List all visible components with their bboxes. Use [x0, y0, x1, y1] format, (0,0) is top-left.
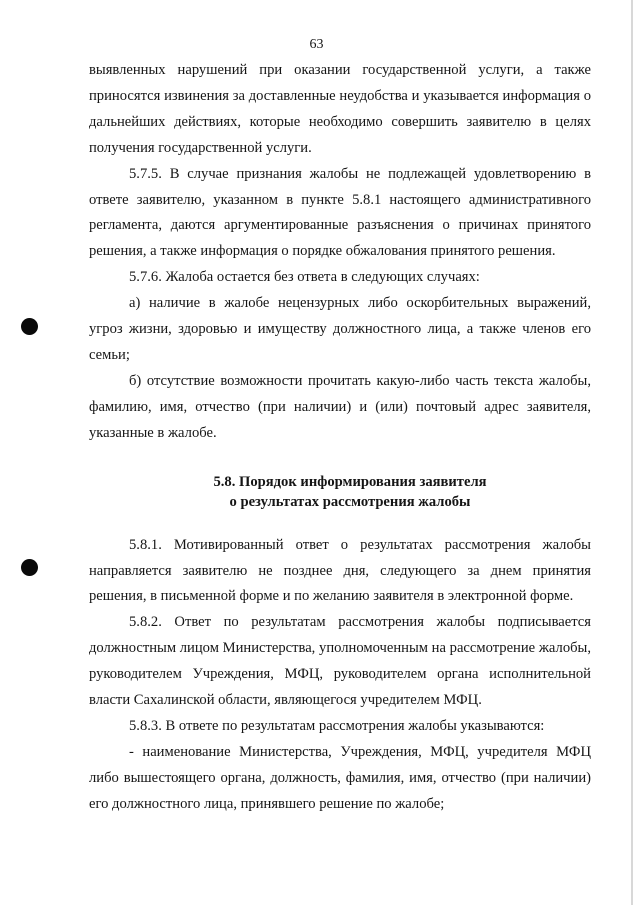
- punch-hole-mark: [21, 318, 38, 335]
- section-heading: [89, 472, 591, 512]
- document-body: [89, 58, 591, 818]
- page-number: 63: [309, 37, 324, 52]
- section-heading-line: о результатах рассмотрения жалобы: [229, 493, 471, 510]
- paragraph: 5.8.1. Мотивированный ответ о результатах рассмотрения жалобы направляется заявителю не позднее дня, следующего за днем принятия решения, в письменной форме и по желанию заявителя в электронной форме.: [89, 536, 591, 605]
- paragraph: выявленных нарушений при оказании государственной услуги, а также приносятся извинения за доставленные неудобства и указывается информация о дальнейших действиях, которые необходимо совершить заявителю в целях получения государственной услуги.: [89, 62, 591, 156]
- paragraph: - наименование Министерства, Учреждения, МФЦ, учредителя МФЦ либо вышестоящего органа, должность, фамилия, имя, отчество (при наличии) его должностного лица, принявшего решение по жалобе;: [89, 743, 591, 812]
- punch-hole-mark: [21, 559, 38, 576]
- paragraph: 5.8.2. Ответ по результатам рассмотрения жалобы подписывается должностным лицом Министерства, уполномоченным на рассмотрение жалобы, руководителем Учреждения, МФЦ, руководителем органа исполнительной власти Сахалинской области, являющегося учредителем МФЦ.: [89, 614, 591, 709]
- paragraph: 5.7.5. В случае признания жалобы не подлежащей удовлетворению в ответе заявителю, указанном в пункте 5.8.1 настоящего административного регламента, даются аргументированные разъяснения о причинах принятого решения, а также информация о порядке обжалования принятого решения.: [89, 165, 591, 260]
- section-heading-line: 5.8. Порядок информирования заявителя: [213, 473, 487, 490]
- paragraph: 5.8.3. В ответе по результатам рассмотрения жалобы указываются:: [129, 717, 545, 734]
- paragraph: 5.7.6. Жалоба остается без ответа в следующих случаях:: [129, 269, 480, 286]
- paragraph: а) наличие в жалобе нецензурных либо оскорбительных выражений, угроз жизни, здоровью и имуществу должностного лица, а также членов его семьи;: [89, 295, 591, 363]
- paragraph: б) отсутствие возможности прочитать какую-либо часть текста жалобы, фамилию, имя, отчество (при наличии) и (или) почтовый адрес заявителя, указанные в жалобе.: [89, 372, 591, 441]
